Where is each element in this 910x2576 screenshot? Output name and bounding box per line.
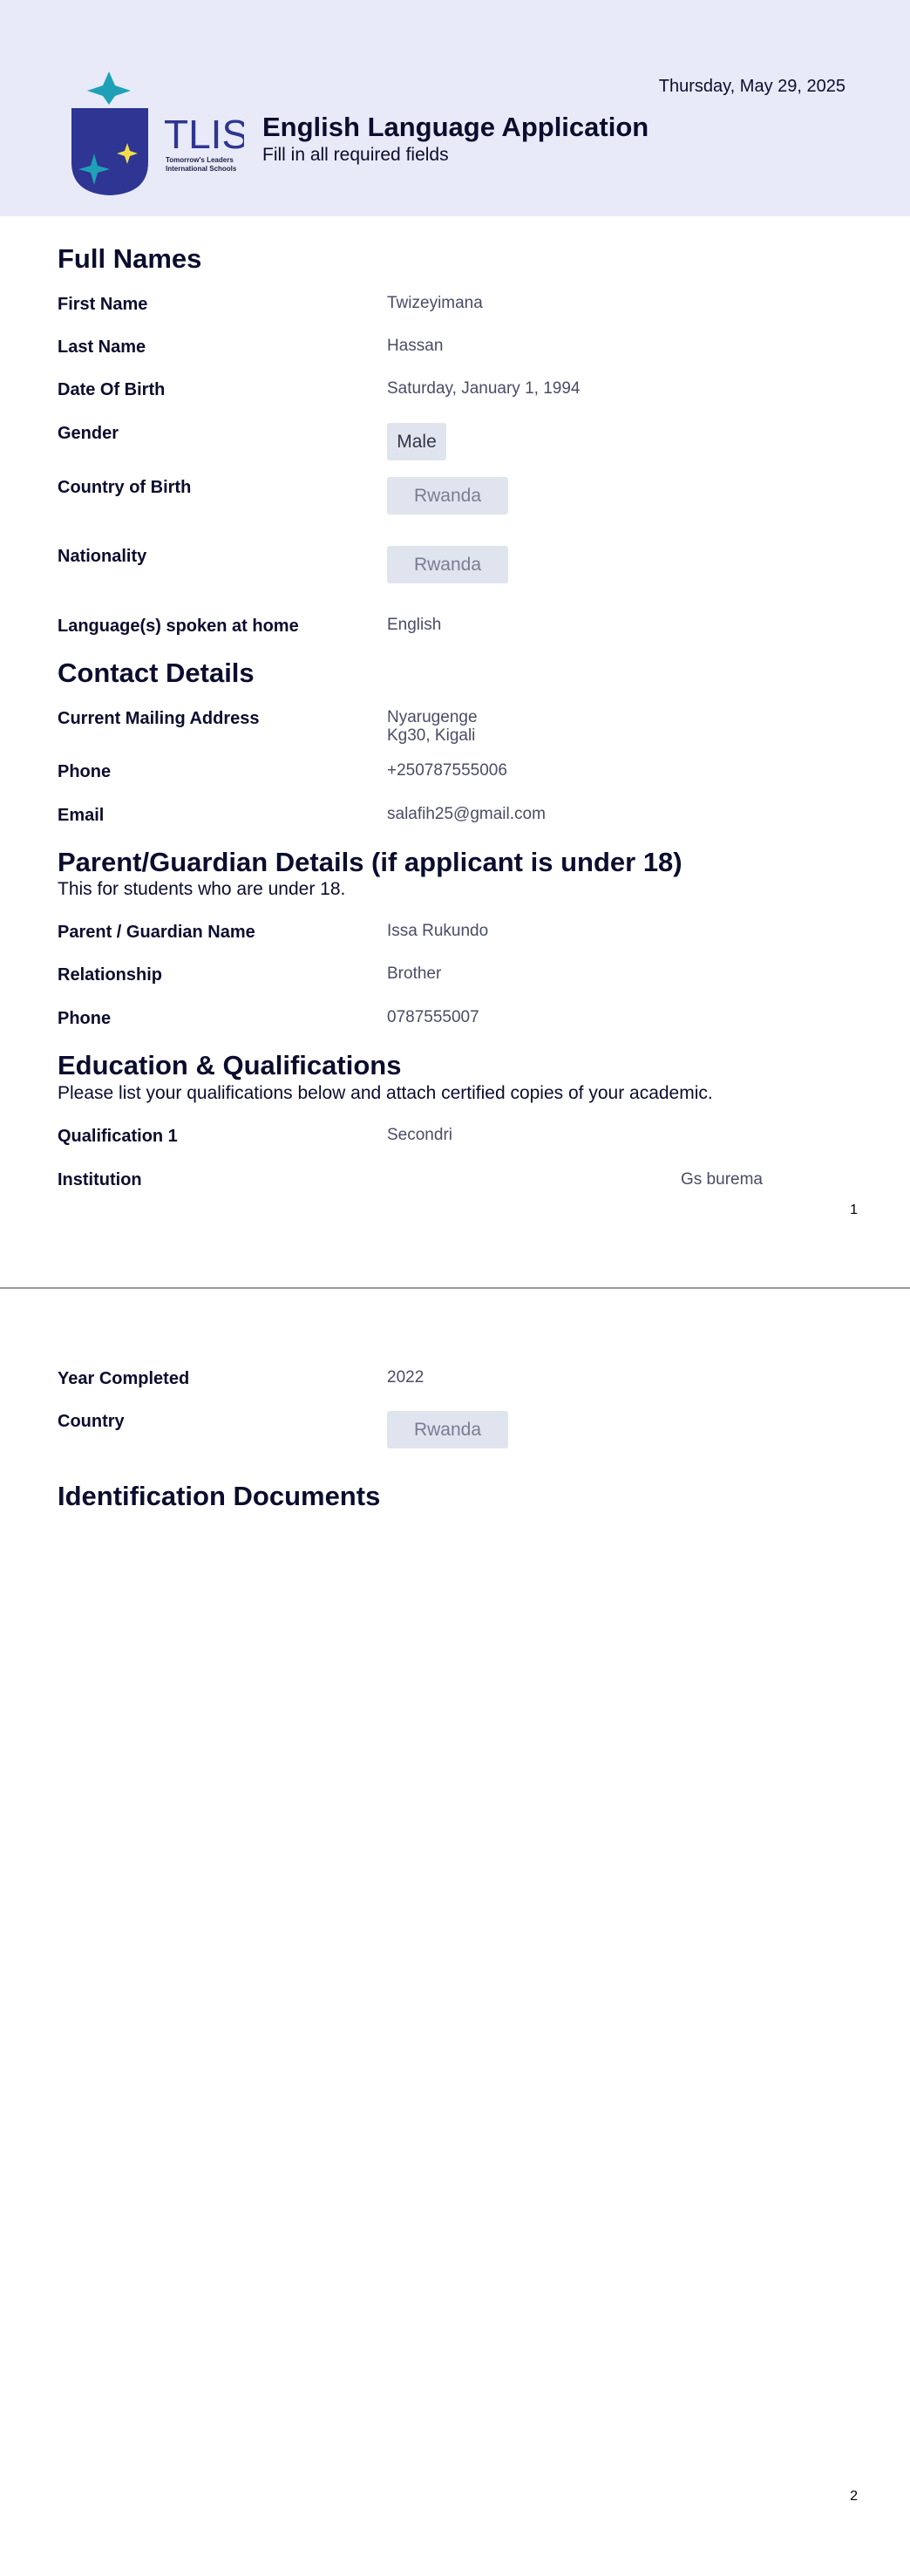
guardian-name-label: Parent / Guardian Name — [58, 923, 255, 942]
phone-value: +250787555006 — [387, 761, 507, 780]
country-label: Country — [58, 1412, 125, 1431]
nationality-label: Nationality — [58, 547, 147, 566]
section-heading-contact: Contact Details — [58, 658, 255, 688]
country-of-birth-label: Country of Birth — [58, 478, 192, 497]
home-language-value: English — [387, 616, 442, 634]
guardian-description: This for students who are under 18. — [58, 879, 346, 899]
email-label: Email — [58, 806, 105, 825]
email-value: salafih25@gmail.com — [387, 805, 546, 823]
svg-text:Tomorrow's Leaders: Tomorrow's Leaders — [166, 156, 234, 164]
dob-label: Date Of Birth — [58, 380, 166, 399]
school-logo — [61, 68, 244, 199]
header-band — [0, 0, 910, 216]
page-subtitle: Fill in all required fields — [262, 145, 449, 165]
nationality-value: Rwanda — [387, 546, 508, 583]
institution-value: Gs burema — [681, 1170, 763, 1189]
institution-label: Institution — [58, 1170, 142, 1189]
country-value: Rwanda — [387, 1411, 508, 1448]
section-heading-identification: Identification Documents — [58, 1481, 381, 1511]
last-name-label: Last Name — [58, 337, 146, 357]
page-number-2: 2 — [850, 2489, 858, 2504]
header-date: Thursday, May 29, 2025 — [658, 77, 845, 96]
address-label: Current Mailing Address — [58, 709, 260, 728]
home-language-label: Language(s) spoken at home — [58, 617, 299, 636]
last-name-value: Hassan — [387, 337, 444, 355]
logo-wordmark: TLIS — [164, 112, 244, 157]
first-name-value: Twizeyimana — [387, 294, 483, 312]
gender-label: Gender — [58, 424, 119, 443]
guardian-name-value: Issa Rukundo — [387, 922, 489, 940]
svg-text:International Schools: International Schools — [166, 165, 237, 173]
country-of-birth-value: Rwanda — [387, 477, 508, 515]
education-description: Please list your qualifications below and attach certified copies of your academic. — [58, 1083, 713, 1103]
gender-value: Male — [387, 423, 446, 460]
dob-value: Saturday, January 1, 1994 — [387, 379, 581, 398]
page-title: English Language Application — [262, 112, 649, 142]
guardian-phone-value: 0787555007 — [387, 1008, 479, 1026]
guardian-phone-label: Phone — [58, 1009, 112, 1028]
qualification-1-label: Qualification 1 — [58, 1127, 178, 1146]
year-completed-label: Year Completed — [58, 1369, 190, 1388]
page-2 — [0, 1289, 910, 2576]
qualification-1-value: Secondri — [387, 1126, 452, 1144]
page-number-1: 1 — [850, 1203, 858, 1217]
first-name-label: First Name — [58, 295, 148, 314]
relationship-value: Brother — [387, 964, 442, 983]
section-heading-full-names: Full Names — [58, 243, 202, 274]
section-heading-guardian: Parent/Guardian Details (if applicant is under 18) — [58, 847, 682, 877]
section-heading-education: Education & Qualifications — [58, 1050, 402, 1080]
year-completed-value: 2022 — [387, 1368, 424, 1387]
phone-label: Phone — [58, 762, 112, 781]
address-line-1: Nyarugenge — [387, 708, 478, 726]
relationship-label: Relationship — [58, 965, 163, 985]
address-line-2: Kg30, Kigali — [387, 726, 476, 745]
